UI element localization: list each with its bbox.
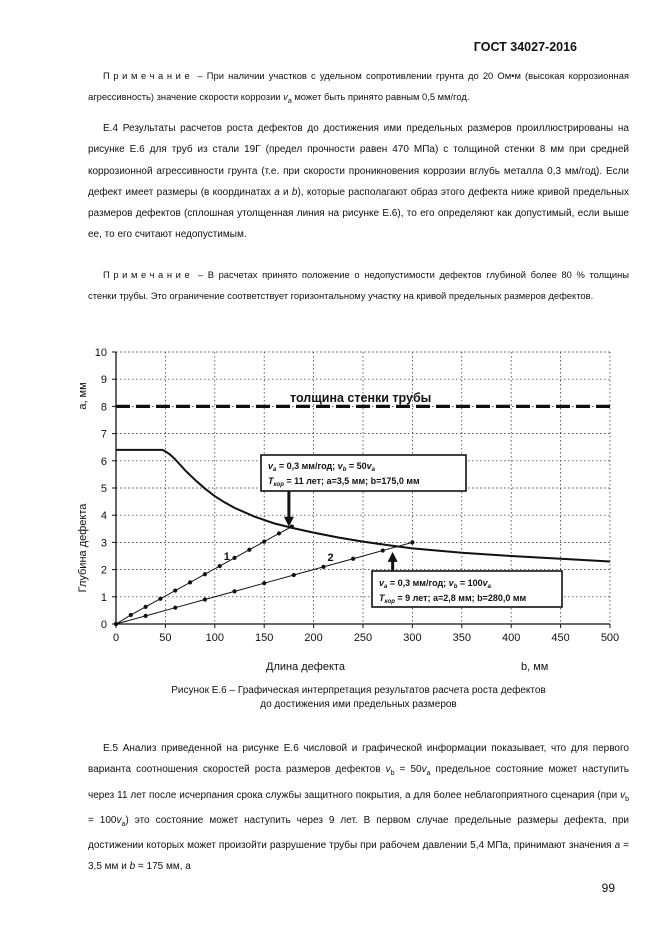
- series-1-point: [188, 580, 192, 584]
- paragraph-e5-text-3: ) это состояние может наступить через 9 лет. В первом случае предельные размеры дефекта, при достижении которых может произойти разрушение трубы при рабочем давлении 5,4 МПа, принимают значения: [88, 814, 629, 852]
- x-tick-label: 450: [551, 632, 570, 644]
- paragraph-e5-vb: v: [385, 764, 391, 776]
- paragraph-e5-var-a: a: [614, 840, 621, 852]
- paragraph-e5: [88, 738, 629, 878]
- series-2-point: [292, 573, 296, 577]
- series-1-point: [158, 597, 162, 601]
- paragraph-e5-va-2-sub: a: [121, 820, 126, 828]
- y-tick-label: 9: [100, 374, 107, 387]
- y-tick-label: 6: [100, 455, 107, 468]
- y-tick-label: 3: [100, 537, 107, 550]
- series-1-point: [277, 531, 281, 535]
- series-1-point: [262, 539, 266, 543]
- y-tick-label: 8: [100, 401, 107, 414]
- standard-id: ГОСТ 34027-2016: [473, 40, 577, 54]
- defect-growth-chart: [0, 338, 661, 678]
- page-number: 99: [601, 881, 615, 895]
- x-axis-label: Длина дефекта: [266, 661, 345, 673]
- paragraph-e5-va: v: [421, 764, 427, 776]
- paragraph-e5-eq-1: = 50: [394, 764, 422, 776]
- series-1-point: [129, 613, 133, 617]
- paragraph-e5-var-b: b: [129, 861, 136, 873]
- paragraph-e4-text-2: ), которые располагают образ этого дефекта ниже кривой предельных размеров дефектов (сплошная утолщенная линия на рисунке Е.6), то его определяют как допустимый, если выше ее, то его считают недопустимым.: [88, 186, 629, 241]
- note-1-dash: –: [193, 70, 207, 81]
- note-1-var: v: [283, 90, 288, 102]
- annotation-box-2-line-1: $v_a = 0,3$ мм/год; $v_b = 100v_a$: [379, 578, 491, 590]
- series-2-point: [321, 565, 325, 569]
- series-1-point: [173, 588, 177, 592]
- note-1-var-sub: a: [287, 97, 292, 105]
- y-tick-label: 5: [100, 483, 107, 495]
- note-1: [88, 66, 629, 112]
- note-2-text: В расчетах принято положение о недопустимости дефектов глубиной более 80 % толщины стенки трубы. Это ограничение соответствует горизонтальному участку на кривой предельных размеров дефектов.: [88, 269, 629, 301]
- note-2-label: Примечание: [103, 269, 194, 280]
- y-axis-unit-label: a, мм: [77, 382, 89, 410]
- paragraph-e5-eq-2: = 100: [88, 814, 117, 826]
- wall-thickness-label: толщина стенки трубы: [290, 391, 432, 405]
- y-tick-label: 7: [100, 428, 107, 441]
- paragraph-e5-vb-2-sub: b: [625, 795, 629, 803]
- annotation-box-1: [261, 455, 466, 491]
- x-tick-label: 250: [353, 632, 373, 644]
- paragraph-e5-text-4: = 3,5 мм и: [88, 840, 629, 873]
- x-tick-label: 200: [304, 632, 323, 644]
- series-1-point: [290, 525, 294, 529]
- series-2-point: [262, 581, 266, 585]
- series-1-label: 1: [223, 551, 230, 564]
- paragraph-e5-text-2: предельное состояние может наступить через 11 лет после исчерпания срока службы защитного покрытия, а для более неблагоприятного сценария (при: [88, 764, 629, 801]
- paragraph-e4-and: и: [279, 186, 292, 198]
- series-1-point: [247, 548, 251, 552]
- series-2-point: [173, 606, 177, 610]
- x-tick-label: 400: [502, 632, 521, 644]
- y-tick-label: 1: [100, 591, 107, 604]
- paragraph-e5-vb-2: v: [620, 789, 626, 801]
- x-axis-unit: b, мм: [521, 661, 549, 673]
- note-1-text-end: может быть принято равным 0,5 мм/год.: [291, 90, 470, 102]
- paragraph-e4-var-b: b: [291, 186, 298, 198]
- paragraph-e5-va-2: v: [116, 814, 122, 826]
- note-1-text: При наличии участков с удельном сопротивлении грунта до 20 Ом•м (высокая коррозионная агрессивность) значение скорости коррозии: [88, 70, 629, 102]
- figure-caption-line-2: до достижения ими предельных размеров: [260, 699, 457, 710]
- note-2-dash: –: [193, 269, 208, 280]
- series-2-point: [351, 557, 355, 561]
- y-tick-label: 2: [100, 564, 107, 577]
- series-1-point: [144, 605, 148, 609]
- x-tick-label: 500: [600, 632, 620, 644]
- x-tick-label: 350: [452, 632, 471, 644]
- y-tick-label: 10: [94, 347, 107, 359]
- x-tick-label: 0: [112, 632, 120, 644]
- series-2-point: [381, 548, 385, 552]
- series-2-point: [410, 540, 414, 544]
- annotation-box-1-line-2: $T_{кор} = 11$ лет; a=3,5 мм; b=175,0 мм: [268, 476, 420, 488]
- series-2-point: [232, 589, 236, 593]
- x-tick-label: 100: [205, 632, 224, 644]
- paragraph-e4: [88, 118, 629, 246]
- figure-caption-line-1: Рисунок Е.6 – Графическая интерпретация результатов расчета роста дефектов: [171, 685, 546, 696]
- annotation-box-2-line-2: $T_{кор} = 9$ лет; a=2,8 мм; b=280,0 мм: [379, 593, 527, 605]
- series: [114, 525, 415, 627]
- y-tick-label: 0: [100, 619, 107, 631]
- series-1-point: [232, 556, 236, 560]
- series-2-label: 2: [327, 551, 334, 564]
- arrow-2-head: [388, 552, 398, 562]
- series-2-point: [203, 597, 207, 601]
- series-2-point: [114, 622, 118, 626]
- paragraph-e5-text-5: = 175 мм, а: [135, 861, 191, 873]
- paragraph-e4-var-a: a: [274, 186, 280, 198]
- paragraph-e5-text-1: Е.5 Анализ приведенной на рисунке Е.6 числовой и графической информации показывает, что для первого варианта соотношения скоростей роста размеров дефектов: [88, 743, 629, 776]
- paragraph-e5-vb-sub: b: [390, 770, 395, 778]
- paragraph-e4-text-1: Е.4 Результаты расчетов роста дефектов до достижения ими предельных размеров проиллюстрированы на рисунке Е.6 для труб из стали 19Г (предел прочности равен 470 МПа) с толщиной стенки 8 мм при средней коррозионной агрессивности грунта (т.е. при скорости проникновения коррозии вглубь металла 0,3 мм/год). Если дефект имеет размеры (в координатах: [88, 123, 629, 198]
- note-1-label: Примечание: [103, 70, 194, 81]
- series-1-point: [218, 564, 222, 568]
- y-tick-label: 4: [100, 510, 107, 523]
- annotation-box-1-line-1: $v_a = 0,3$ мм/год; $v_b = 50v_a$: [268, 461, 375, 473]
- x-tick-label: 150: [255, 632, 274, 644]
- note-2: [88, 265, 629, 307]
- y-axis-label: Глубина дефекта: [77, 503, 89, 593]
- x-tick-label: 300: [403, 632, 422, 644]
- series-1-point: [203, 572, 207, 576]
- figure-caption: [88, 684, 629, 712]
- series-2-point: [144, 614, 148, 618]
- arrows: [284, 491, 398, 571]
- wall-thickness-line: [116, 391, 610, 406]
- x-tick-label: 50: [159, 632, 172, 644]
- paragraph-e5-va-sub: a: [426, 770, 431, 778]
